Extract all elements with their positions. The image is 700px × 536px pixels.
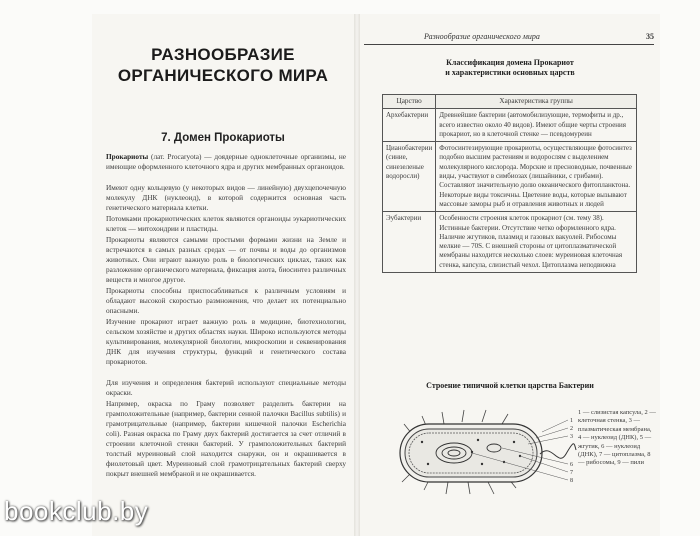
left-page (92, 14, 354, 536)
figure-number: 7 (570, 470, 573, 476)
paragraph-text: Например, окраска по Граму позволяет разделить бактерии на грамположительные (например, бактерии сенной палочки Bacillus subtilis) и грамотрицательные (например, бактерии кишечной палочки Escherichia coli). Разная окраска по Граму двух бактерий достигается за счет отличий в строении клеточной стенки бактерий. У грамположительных бактерий толстый муреиновый слой находится снаружи, он и окрашивается в фиолетовый цвет. Муреиновый слой грамотрицательных бактерий сверху покрыт внешней мембраной и не окрашивается. (106, 399, 346, 478)
running-header (364, 32, 654, 45)
figure-number-labels (570, 418, 573, 484)
cell-wall (405, 429, 537, 477)
figure-number: 2 (570, 426, 573, 432)
right-page (360, 14, 660, 536)
table-row (383, 109, 637, 142)
kingdom-cell: Цианобактерии (синие, синезеленые водоросли) (383, 142, 436, 212)
bacterium-cell-illustration (382, 402, 577, 502)
page-number: 35 (646, 32, 654, 41)
figure-number: 3 (570, 434, 573, 440)
running-header-title: Разнообразие органического мира (424, 32, 540, 41)
paragraph-term: Прокариоты (106, 152, 149, 161)
description-cell: Древнейшие бактерии (автомобилизующие, термофиты и др., всего известно около 40 видов). Имеют общие черты строения прокариот, но в клеточной стенке — псевдомуреин (436, 109, 637, 142)
title-line-2: ОРГАНИЧЕСКОГО МИРА (117, 66, 329, 85)
figure-number: 1 (570, 418, 573, 424)
watermark-logo: bookclub.by (4, 496, 149, 526)
table-caption-line-2: и характеристики основных царств (445, 68, 575, 77)
table-header-row (383, 95, 637, 109)
figure-number: 8 (570, 478, 573, 484)
kingdom-cell: Эубактерии (383, 212, 436, 273)
paragraph (106, 235, 346, 285)
figure-legend: 1 — слизистая капсула, 2 — клеточная стенка, 3 — плазматическая мембрана, 4 — нуклеоид (ДНК), 5 — жгутик, 6 — нуклеоид (ДНК), 7 — цитоплазма, 8 — рибосомы, 9 — пили (578, 409, 656, 467)
paragraph (106, 214, 346, 234)
section-heading: 7. Домен Прокариоты (161, 132, 285, 144)
description-cell: Фотосинтезирующие прокариоты, осуществляющие фотосинтез подобно высшим растениям и водорослям с выделением молекулярного кислорода. Морские и пресноводные, почвенные виды, участвуют в симбиозах (лишайники, с грибами). Составляют значительную долю океанического фитопланктона. Некоторые виды токсичны. Цветение воды, которые вызывают массовые заморы рыб и отравления животных и людей (436, 142, 637, 212)
paragraph-text: Для изучения и определения бактерий используют специальные методы окраски. (106, 378, 346, 397)
paragraph-text: Имеют одну кольцевую (у некоторых видов — линейную) двухцепочечную молекулу ДНК (нуклеоид), в которой содержится основная часть генетического материала клетки. (106, 183, 346, 212)
title-line-1: РАЗНООБРАЗИЕ (151, 45, 295, 64)
paragraph-text: Изучение прокариот играет важную роль в медицине, биотехнологии, сельском хозяйстве и других областях науки. Широко используются методы культивирования, молекулярной биологии, микроскопии и секвенирования ДНК для изучения структуры, функций и генетического состава прокариотов. (106, 317, 346, 366)
table-caption-line-1: Классификация домена Прокариот (446, 58, 574, 67)
column-header: Царство (383, 95, 436, 109)
paragraph (106, 378, 346, 398)
table-row (383, 212, 637, 273)
kingdom-cell: Архебактерии (383, 109, 436, 142)
paragraph-text: Потомками прокариотических клеток являются органоиды эукариотических клеток — митохондрии и пластиды. (106, 214, 346, 233)
table-caption (380, 58, 640, 78)
description-cell: Особенности строения клеток прокариот (см. тему 38). Истинные бактерии. Отсутствие четко оформленного ядра. Наличие жгутиков, плазмид и газовых вакуолей. Рибосомы мелкие — 70S. С внешней стороны от цитоплазматической мембраны находится несколько слоев: муреиновая клеточная стенка, капсула, слизистый чехол. Цитоплазма неподвижна (436, 212, 637, 273)
page-title (92, 44, 354, 86)
paragraph (106, 286, 346, 316)
column-header: Характеристика группы (436, 95, 637, 109)
paragraph-text: Прокариоты являются самыми простыми формами жизни на Земле и встречаются в самых разных средах — от почвы и воды до организмов животных. Они играют важную роль в биологических циклах, таких как разложение органического материала, фиксация азота, биосинтез различных веществ и многое другое. (106, 235, 346, 284)
paragraph (106, 183, 346, 213)
paragraph (106, 399, 346, 479)
figure-number: 6 (570, 462, 573, 468)
paragraph-text: (лат. Procaryota) — доядерные одноклеточные организмы, не имеющие оформленного клеточного ядра и других мембранных органоидов. (106, 152, 346, 171)
paragraph (106, 317, 346, 367)
figure-caption: Строение типичной клетки царства Бактерии (426, 381, 594, 390)
flagellum (540, 444, 576, 459)
table-row (383, 142, 637, 212)
paragraph-text: Прокариоты способны приспосабливаться к различным условиям и обладают высокой скоростью размножения, что делает их потенциально опасными. (106, 286, 346, 315)
paragraph (106, 152, 346, 172)
classification-table (382, 94, 637, 273)
